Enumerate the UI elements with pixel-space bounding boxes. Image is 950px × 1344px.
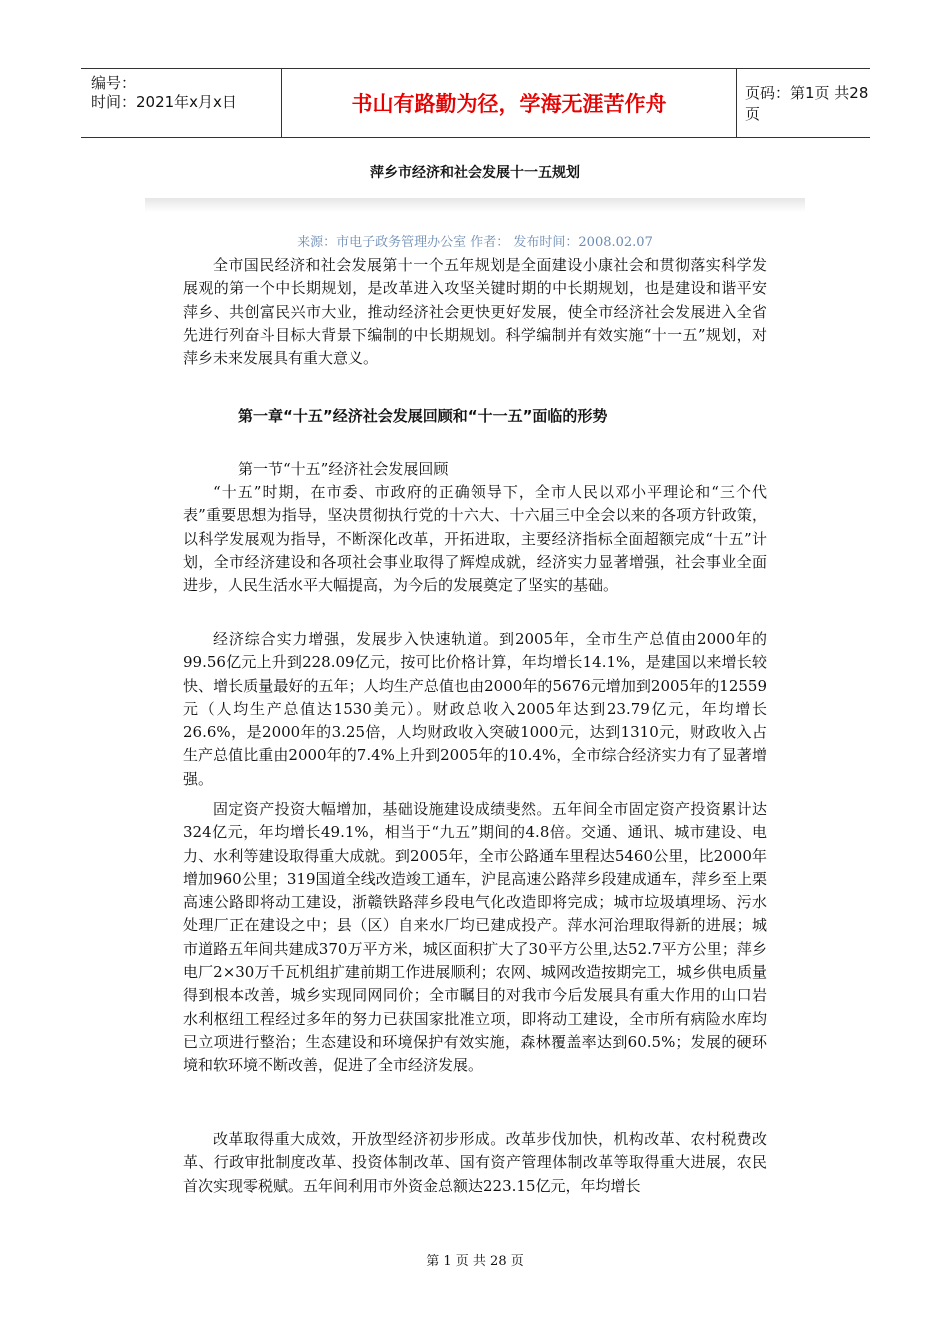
document-title: 萍乡市经济和社会发展十一五规划 xyxy=(370,165,580,181)
paragraph: 经济综合实力增强，发展步入快速轨道。到2005年，全市生产总值由2000年的99.56亿元上升到228.09亿元，按可比价格计算，年均增长14.1%，是建国以来增长较快、增长质量最好的五年；人均生产总值也由2000年的5676元增加到2005年的12559元（人均生产总值达1530美元）。财政总收入2005年达到23.79亿元，年均增长26.6%，是2000年的3.25倍，人均财政收入突破1000元，达到1310元，财政收入占生产总值比重由2000年的7.4%上升到2005年的10.4%，全市综合经济实力有了显著增强。 xyxy=(183,630,767,788)
header-meta-cell xyxy=(81,69,281,137)
paragraph-block xyxy=(183,1128,767,1198)
title-divider xyxy=(145,198,805,212)
intro-block xyxy=(183,254,767,370)
paragraph: 改革取得重大成效，开放型经济初步形成。改革步伐加快，机构改革、农村税费改革、行政审批制度改革、投资体制改革、国有资产管理体制改革等取得重大进展，农民首次实现零税赋。五年间利用市外资金总额达223.15亿元，年均增长 xyxy=(183,1130,767,1195)
page-footer: 第 1 页 共 28 页 xyxy=(426,1254,524,1269)
number-label: 编号： xyxy=(91,74,137,92)
motto: 书山有路勤为径，学海无涯苦作舟 xyxy=(281,69,737,137)
date-label: 时间：2021年x月x日 xyxy=(91,93,237,111)
intro-paragraph: 全市国民经济和社会发展第十一个五年规划是全面建设小康社会和贯彻落实科学发展观的第一个中长期规划，是改革进入攻坚关键时期的中长期规划，也是建设和谐平安萍乡、共创富民兴市大业，推动经济社会更快更好发展，使全市经济社会发展进入全省先进行列奋斗目标大背景下编制的中长期规划。科学编制并有效实施“十一五”规划，对萍乡未来发展具有重大意义。 xyxy=(183,256,767,368)
paragraph: “十五”时期，在市委、市政府的正确领导下，全市人民以邓小平理论和“三个代表”重要思想为指导，坚决贯彻执行党的十六大、十六届三中全会以来的各项方针政策，以科学发展观为指导，不断深化改革，开拓进取，主要经济指标全面超额完成“十五”计划，全市经济建设和各项社会事业取得了辉煌成就，经济实力显著增强，社会事业全面进步，人民生活水平大幅提高，为今后的发展奠定了坚实的基础。 xyxy=(183,483,767,595)
chapter-heading: 第一章“十五”经济社会发展回顾和“十一五”面临的形势 xyxy=(238,407,608,425)
header-table xyxy=(81,68,870,138)
paragraph: 固定资产投资大幅增加，基础设施建设成绩斐然。五年间全市固定资产投资累计达324亿元，年均增长49.1%，相当于“九五”期间的4.8倍。交通、通讯、城市建设、电力、水利等建设取得重大成就。到2005年，全市公路通车里程达5460公里，比2000年增加960公里；319国道全线改造竣工通车，沪昆高速公路萍乡段建成通车，萍乡至上栗高速公路即将动工建设，浙赣铁路萍乡段电气化改造即将完成；城市垃圾填埋场、污水处理厂正在建设之中；县（区）自来水厂均已建成投产。萍水河治理取得新的进展；城市道路五年间共建成370万平方米，城区面积扩大了30平方公里,达52.7平方公里；萍乡电厂2×30万千瓦机组扩建前期工作进展顺利；农网、城网改造按期完工，城乡供电质量得到根本改善，城乡实现同网同价；全市瞩目的对我市今后发展具有重大作用的山口岩水利枢纽工程经过多年的努力已获国家批准立项，即将动工建设，全市所有病险水库均已立项进行整治；生态建设和环境保护有效实施，森林覆盖率达到60.5%；发展的硬环境和软环境不断改善，促进了全市经济发展。 xyxy=(183,800,767,1075)
source-line: 来源：市电子政务管理办公室 作者： 发布时间：2008.02.07 xyxy=(297,235,653,250)
paragraph-block xyxy=(183,481,767,597)
page-label: 页码：第1页 共28页 xyxy=(745,84,869,123)
paragraph-block xyxy=(183,628,767,791)
section-heading: 第一节“十五”经济社会发展回顾 xyxy=(238,460,449,478)
paragraph-block xyxy=(183,798,767,1078)
